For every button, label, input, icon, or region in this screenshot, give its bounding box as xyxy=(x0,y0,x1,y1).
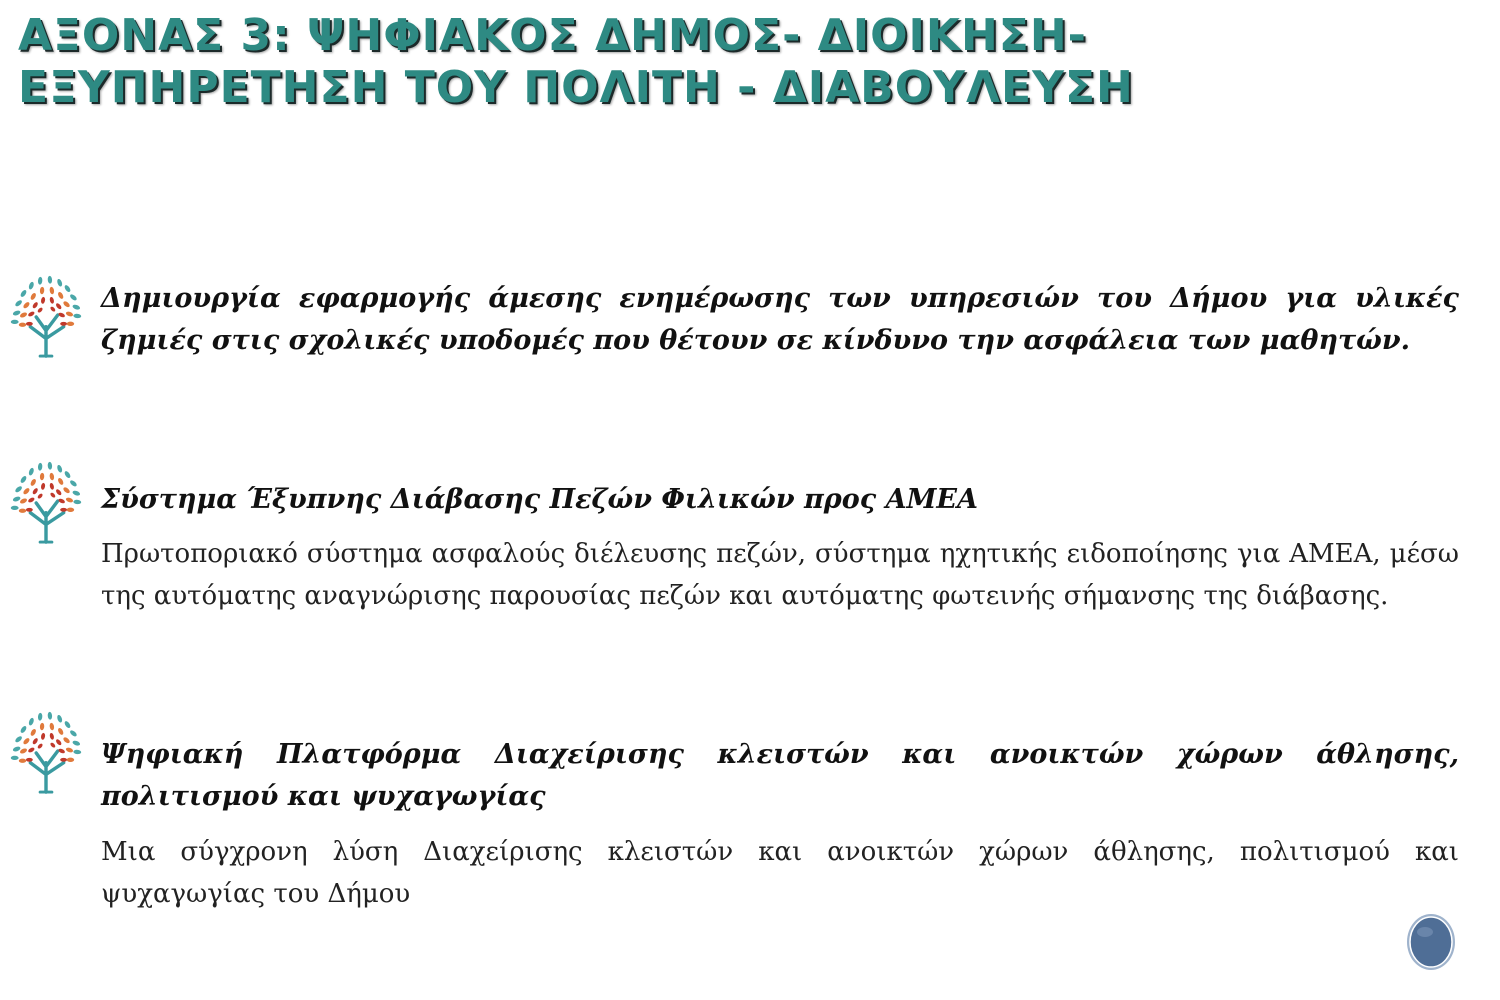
bullet-heading: Ψηφιακή Πλατφόρμα Διαχείρισης κλειστών και ανοικτών χώρων άθλησης, πολιτισμού και ψυχαγωγίας xyxy=(101,739,1459,812)
tree-icon xyxy=(4,270,88,360)
tree-icon xyxy=(4,706,88,796)
bullet-description: Πρωτοποριακό σύστημα ασφαλούς διέλευσης πεζών, σύστημα ηχητικής ειδοποίησης για ΑΜΕΑ, μέσω της αυτόματης αναγνώρισης παρουσίας πεζών και αυτόματης φωτεινής σήμανσης της διάβασης. xyxy=(101,539,1459,611)
tree-icon xyxy=(4,456,88,546)
bullet-description: Μια σύγχρονη λύση Διαχείρισης κλειστών και ανοικτών χώρων άθλησης, πολιτισμού και ψυχαγωγίας του Δήμου xyxy=(101,837,1459,909)
bullet-heading: Δημιουργία εφαρμογής άμεσης ενημέρωσης των υπηρεσιών του Δήμου για υλικές ζημιές στις σχολικές υποδομές που θέτουν σε κίνδυνο την ασφάλεια των μαθητών. xyxy=(101,283,1459,356)
bullet-heading: Σύστημα Έξυπνης Διάβασης Πεζών Φιλικών προς ΑΜΕΑ xyxy=(101,484,978,515)
nav-circle-button[interactable] xyxy=(1405,910,1457,970)
slide-title: ΑΞΟΝΑΣ 3: ΨΗΦΙΑΚΟΣ ΔΗΜΟΣ- ΔΙΟΙΚΗΣΗ- ΕΞΥΠΗΡΕΤΗΣΗ ΤΟΥ ΠΟΛΙΤΗ - ΔΙΑΒΟΥΛΕΥΣΗ xyxy=(18,10,1134,113)
